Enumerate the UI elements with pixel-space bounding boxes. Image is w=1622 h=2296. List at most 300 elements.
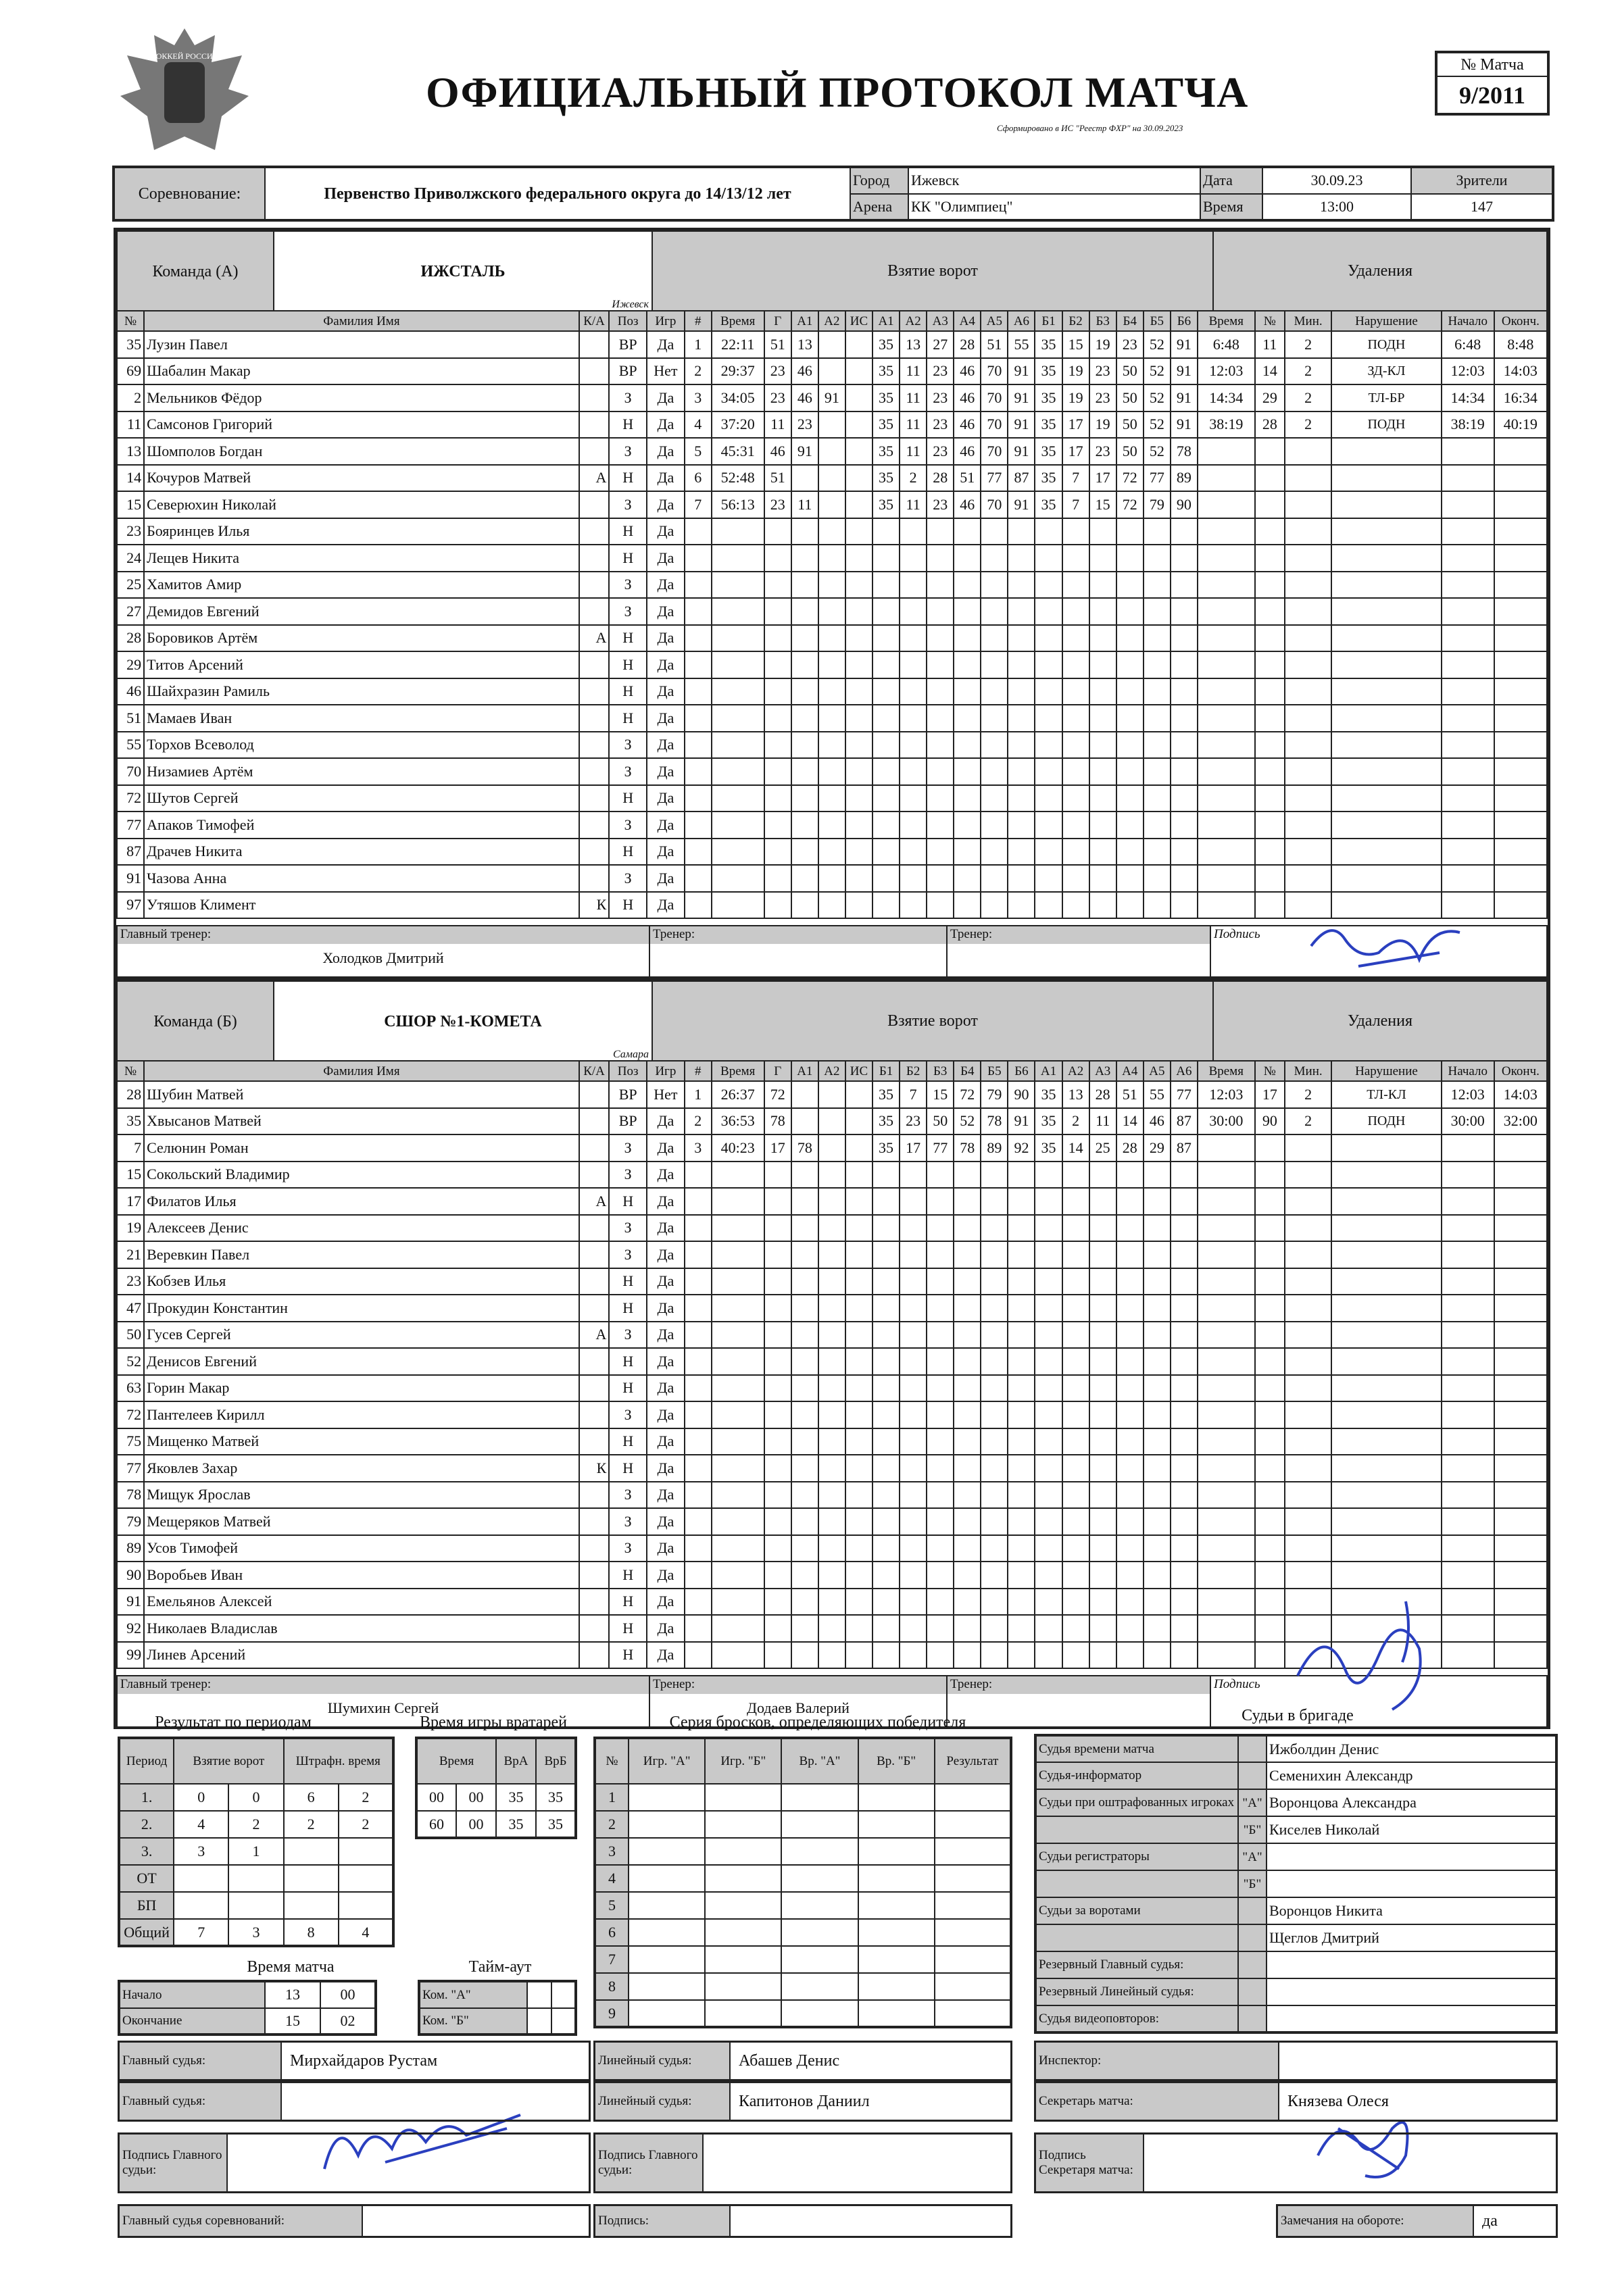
team_b-goal-cell: 78 [791,1134,818,1162]
official-name [1267,1978,1556,2005]
team_a-goal-cell [981,598,1008,625]
team_b-goal-cell [818,1188,845,1215]
main-referee-1-label: Главный судья: [120,2043,282,2079]
team_a-goal-cell [791,758,818,785]
team_a-goal-cell: 11 [791,491,818,518]
table-row [117,572,1547,599]
team_a-goal-cell [1089,572,1116,599]
team_b-goal-cell [1144,1508,1171,1535]
team_a-col-player-2: К/А [579,311,610,331]
team_a-goal-cell [900,572,927,599]
team_b-goal-cell [1035,1615,1062,1642]
team_b-pen-cell [1255,1348,1285,1375]
team_b-pen-cell [1255,1401,1285,1428]
team_a-player-ka [579,865,610,892]
team_b-goal-cell [900,1241,927,1268]
team_b-goal-cell [981,1162,1008,1189]
team_a-head-coach-label: Главный тренер: [118,926,649,944]
team_a-goal-cell [791,572,818,599]
team_b-player-name: Сокольский Владимир [144,1162,579,1189]
competition-label: Соревнование: [114,167,265,220]
team_a-goal-cell [1116,518,1144,545]
team_b-player-play: Да [647,1508,685,1535]
team_a-goal-cell: 50 [1116,411,1144,439]
team_a-goal-cell [1089,518,1116,545]
team_a-goal-cell [818,785,845,812]
team_b-goal-cell [685,1241,712,1268]
team_b-pen-cell [1494,1401,1547,1428]
team_b-goal-cell [764,1455,791,1482]
team_b-goal-cell [1089,1188,1116,1215]
team_b-player-play: Да [647,1375,685,1402]
team_a-player-play: Да [647,758,685,785]
team_a-player-num: 87 [117,839,144,866]
team_a-goal-cell: 91 [1171,358,1198,385]
team_b-goal-cell [927,1642,954,1669]
team_a-pen-cell: 40:19 [1494,411,1547,439]
team_a-pen-cell: 12:03 [1198,358,1255,385]
team_a-goal-cell [845,545,873,572]
team_a-goal-cell: 28 [927,465,954,492]
team_b-player-name: Емельянов Алексей [144,1589,579,1616]
table-row [117,1134,1547,1162]
team_b-pen-cell [1255,1642,1285,1669]
team_b-player-name: Прокудин Константин [144,1295,579,1322]
team_a-pen-cell [1198,465,1255,492]
team_b-goal-cell [927,1241,954,1268]
team_a-player-num: 28 [117,625,144,652]
team_a-player-name: Демидов Евгений [144,598,579,625]
team_b-pen-cell [1494,1215,1547,1242]
team_a-goal-cell [1062,705,1089,732]
team_b-player-num: 92 [117,1615,144,1642]
team_a-goal-cell [900,651,927,678]
team_b-col-goal-17: А6 [1171,1061,1198,1081]
team_a-goal-cell [927,865,954,892]
team_a-player-pos: З [609,384,647,411]
periods-cell: 1 [228,1838,283,1865]
team_b-goal-cell [764,1535,791,1562]
team_a-goal-cell: 35 [873,465,900,492]
team_a-goal-cell [981,839,1008,866]
team_b-goal-cell [873,1322,900,1349]
team_a-goal-cell [1144,812,1171,839]
team_b-goal-cell [1035,1215,1062,1242]
team_b-player-name: Шубин Матвей [144,1081,579,1108]
shootout-num: 5 [595,1892,629,1919]
team_a-goal-cell [845,839,873,866]
team_b-goal-cell [1116,1482,1144,1509]
team_b-pen-cell [1198,1241,1255,1268]
team_b-player-ka [579,1295,610,1322]
team_a-goal-cell [927,598,954,625]
team_a-goal-cell [954,651,981,678]
team_b-pen-cell [1494,1375,1547,1402]
team_b-pen-cell [1494,1268,1547,1295]
team_a-goal-cell: 46 [954,438,981,465]
team_a-goal-cell [845,331,873,358]
team_b-player-play: Да [647,1162,685,1189]
sig-main-referee-2-label: Подпись Главного судьи: [595,2135,704,2191]
team_a-goal-cell [1062,812,1089,839]
team_b-goal-cell [1171,1268,1198,1295]
timeout_b-value2 [551,2008,576,2035]
timeout_a-value2 [551,1981,576,2008]
team_a-goal-cell [764,625,791,652]
team_b-goal-cell [1035,1508,1062,1535]
periods-cell: 7 [174,1919,228,1946]
team_b-goal-cell [1062,1615,1089,1642]
team_a-pen-cell [1331,812,1442,839]
team_a-player-play: Да [647,839,685,866]
periods-cell: 2 [339,1811,393,1838]
team_b-player-ka [579,1428,610,1455]
team_a-goal-cell: 6 [685,465,712,492]
team_b-goal-cell [900,1215,927,1242]
team_b-player-ka [579,1268,610,1295]
shootout-cell [935,1784,1011,1811]
team_a-pen-cell [1255,465,1285,492]
team_b-goal-cell [1171,1615,1198,1642]
team_a-pen-cell: 29 [1255,384,1285,411]
team_b-player-name: Кобзев Илья [144,1268,579,1295]
team_a-goal-cell [900,732,927,759]
table-row [117,1535,1547,1562]
team_b-goal-cell: 14 [1116,1108,1144,1135]
team_a-pen-cell [1255,865,1285,892]
table-row [1035,1897,1556,1924]
team_b-player-ka [579,1162,610,1189]
official-role: Резервный Главный судья: [1035,1951,1238,1978]
team_b-goal-cell [873,1455,900,1482]
team_b-goal-cell [685,1589,712,1616]
table-row [119,1865,393,1892]
team_a-pen-cell [1285,758,1331,785]
team_b-goal-cell: 40:23 [712,1134,764,1162]
main-referee-1-value: Мирхайдаров Рустам [290,2051,438,2070]
team_b-goal-cell [764,1241,791,1268]
timeout_a-value [527,1981,551,2008]
team_a-goal-cell: 1 [685,331,712,358]
team_b-goal-cell [712,1241,764,1268]
team_a-goal-cell [981,518,1008,545]
team_a-goal-cell [1089,545,1116,572]
team_b-goal-cell: 35 [1035,1108,1062,1135]
table-row [117,1322,1547,1349]
team_a-goal-cell [954,572,981,599]
team_b-pen-cell [1198,1215,1255,1242]
team_a-goal-cell [927,625,954,652]
shootout-cell [705,1811,781,1838]
team_a-goal-cell [845,785,873,812]
shootout-head-0: № [595,1738,629,1784]
table-row [117,1508,1547,1535]
shootout-cell [781,1838,858,1865]
team_b-col-goal-7: Б2 [900,1061,927,1081]
team_a-player-num: 69 [117,358,144,385]
periods-cell [228,1865,283,1892]
team_a-goal-cell [1171,785,1198,812]
team_a-goal-cell [954,785,981,812]
team_b-goal-cell [900,1508,927,1535]
team_b-pen-cell [1285,1348,1331,1375]
team_a-goal-cell: 23 [927,411,954,439]
team_b-goal-cell [900,1348,927,1375]
table-row [595,1838,1011,1865]
team_a-pen-cell [1331,865,1442,892]
team_a-goal-cell [845,705,873,732]
team_a-player-num: 97 [117,892,144,919]
team_b-pen-cell [1285,1162,1331,1189]
team_b-goal-cell [1089,1642,1116,1669]
team_a-goal-cell [685,678,712,705]
team_b-goal-cell [1171,1508,1198,1535]
team_b-player-ka: А [579,1188,610,1215]
team_b-goal-cell [900,1482,927,1509]
team_b-goal-cell [1089,1455,1116,1482]
official-role [1035,1870,1238,1897]
team_b-col-pen-3: Нарушение [1331,1061,1442,1081]
team_a-goal-cell [900,892,927,919]
team_a-player-name: Шайхразин Рамиль [144,678,579,705]
team_b-pen-cell [1442,1535,1494,1562]
team_b-pen-cell [1198,1482,1255,1509]
table-row [117,545,1547,572]
team_a-pen-cell [1331,598,1442,625]
team_b-goal-cell [981,1375,1008,1402]
team_b-goal-cell [791,1589,818,1616]
team_b-player-num: 7 [117,1134,144,1162]
team_b-goal-cell [818,1401,845,1428]
team_a-goal-cell [712,732,764,759]
team_b-goal-cell [764,1589,791,1616]
team_a-player-name: Хамитов Амир [144,572,579,599]
team_a-player-pos: ВР [609,331,647,358]
team_b-goal-cell: 79 [981,1081,1008,1108]
team_b-player-num: 19 [117,1215,144,1242]
periods-cell: 6 [284,1784,339,1811]
team_b-goal-cell [981,1268,1008,1295]
team_a-player-num: 70 [117,758,144,785]
team_b-goal-cell [873,1615,900,1642]
team_b-goal-cell: 35 [873,1134,900,1162]
team_b-player-play: Да [647,1455,685,1482]
team_b-goal-cell [900,1455,927,1482]
periods-cell: 2 [228,1811,283,1838]
team_a-goal-cell: 7 [685,491,712,518]
team_b-goal-cell [712,1322,764,1349]
periods-cell [339,1865,393,1892]
team_b-player-play: Да [647,1482,685,1509]
team_b-pen-cell [1494,1615,1547,1642]
team_a-pen-cell [1198,545,1255,572]
team_a-goal-cell [818,651,845,678]
team_a-player-name: Низамиев Артём [144,758,579,785]
team_a-player-name: Северюхин Николай [144,491,579,518]
team_b-goal-cell [845,1241,873,1268]
team_a-goal-cell: 50 [1116,384,1144,411]
team_a-goal-cell: 37:20 [712,411,764,439]
team_a-col-goal-6: А1 [873,311,900,331]
team_b-goal-cell [981,1615,1008,1642]
team_b-goal-cell [1035,1401,1062,1428]
team_b-goal-cell [1171,1162,1198,1189]
team_b-goal-cell [1116,1615,1144,1642]
team_b-pen-cell [1198,1268,1255,1295]
team_a-goal-cell: 79 [1144,491,1171,518]
team_a-goal-cell: 15 [1089,491,1116,518]
team_b-goal-cell [685,1562,712,1589]
team_b-goal-cell [791,1162,818,1189]
team_a-goal-cell [764,598,791,625]
team_b-col-goal-15: А4 [1116,1061,1144,1081]
team_a-goal-cell [764,812,791,839]
team_a-player-ka [579,331,610,358]
team_a-goal-cell [1035,678,1062,705]
shootout-cell [705,1946,781,1973]
team_b-goal-cell [873,1535,900,1562]
team_b-goal-cell [954,1401,981,1428]
team_b-goal-cell [981,1428,1008,1455]
official-name: Воронцов Никита [1267,1897,1556,1924]
table-row [416,1784,576,1811]
team_b-goal-cell [1089,1401,1116,1428]
team_b-goal-cell [764,1508,791,1535]
team_b-pen-cell [1331,1295,1442,1322]
team_b-pen-cell [1285,1455,1331,1482]
team_a-goal-cell: 46 [954,358,981,385]
team_b-goal-cell [791,1348,818,1375]
gk-head-a: ВрА [496,1738,536,1784]
team_b-goal-cell [818,1241,845,1268]
team_b-goal-cell [981,1562,1008,1589]
periods-cell: 0 [174,1784,228,1811]
periods-cell-label: Общий [119,1919,174,1946]
team_a-goal-cell [764,732,791,759]
team_a-goal-cell: 52 [1144,384,1171,411]
team_b-pen-cell [1198,1535,1255,1562]
team_a-goal-cell [954,705,981,732]
team_b-goal-cell [1089,1268,1116,1295]
team_a-pen-cell [1198,812,1255,839]
team_a-goal-cell [685,839,712,866]
team_a-pen-cell [1442,865,1494,892]
team_b-goal-cell [954,1295,981,1322]
team_b-goal-cell [712,1589,764,1616]
team_b-goal-cell [1116,1188,1144,1215]
periods-cell: 4 [339,1919,393,1946]
team_b-goal-cell: 89 [981,1134,1008,1162]
team_b-goal-cell: 13 [1062,1081,1089,1108]
shootout-cell [858,1811,935,1838]
team_b-pen-cell: 17 [1255,1081,1285,1108]
team_b-pen-cell [1285,1375,1331,1402]
team_b-goal-cell [845,1295,873,1322]
team_a-player-pos: З [609,572,647,599]
team_b-pen-cell: ТЛ-КЛ [1331,1081,1442,1108]
table-row [117,758,1547,785]
team_a-goal-cell [1144,572,1171,599]
official-name: Киселев Николай [1267,1816,1556,1843]
team_a-goal-cell: 35 [1035,411,1062,439]
team_a-title-table [116,230,653,313]
team_b-goal-cell [712,1535,764,1562]
team_b-goal-cell: 17 [764,1134,791,1162]
team_a-goal-cell [900,705,927,732]
team_a-pen-cell: ПОДН [1331,331,1442,358]
team_a-goal-cell [1171,678,1198,705]
signature-coach-a [1304,912,1473,980]
team_b-goal-cell [1008,1322,1035,1349]
team_b-player-ka [579,1241,610,1268]
team_a-player-num: 14 [117,465,144,492]
team_b-player-name: Воробьев Иван [144,1562,579,1589]
team_a-goal-cell [1035,865,1062,892]
team_b-player-num: 75 [117,1428,144,1455]
team_a-pen-cell: 14:34 [1198,384,1255,411]
team_a-goal-cell [791,465,818,492]
team_a-goal-cell: 91 [1008,358,1035,385]
team_b-pen-cell [1255,1215,1285,1242]
team_a-pen-cell [1331,705,1442,732]
team_b-goal-cell: 11 [1089,1108,1116,1135]
team_a-goal-cell [791,651,818,678]
team_b-goal-cell [818,1428,845,1455]
team_b-player-name: Алексеев Денис [144,1215,579,1242]
team_a-player-play: Да [647,411,685,439]
team_a-pen-cell [1285,545,1331,572]
team_b-goal-cell [873,1215,900,1242]
team_a-goal-cell: 19 [1089,331,1116,358]
team_b-player-pos: Н [609,1455,647,1482]
team_a-player-pos: З [609,865,647,892]
team_a-goal-cell [1008,678,1035,705]
linesman-1 [593,2041,1012,2081]
team_b-pen-cell [1331,1482,1442,1509]
team_a-goal-cell [764,572,791,599]
shootout-cell [858,1892,935,1919]
official-name: Семенихин Александр [1267,1762,1556,1789]
periods-head-goals: Взятие ворот [174,1738,283,1784]
periods-cell-label: БП [119,1892,174,1919]
team_b-goal-cell [927,1162,954,1189]
team_b-goal-cell [1144,1268,1171,1295]
remarks [1276,2204,1558,2238]
team_b-player-num: 17 [117,1188,144,1215]
team_b-pen-cell [1198,1455,1255,1482]
team_b-goal-cell [764,1562,791,1589]
team_b-player-ka: А [579,1322,610,1349]
official-name [1267,1843,1556,1870]
team_b-goal-cell [1035,1268,1062,1295]
team_a-goal-cell: 55 [1008,331,1035,358]
team_b-title-table [116,980,653,1063]
team_b-pen-cell [1255,1428,1285,1455]
team_b-player-pos: ВР [609,1108,647,1135]
team_b-goal-cell [845,1562,873,1589]
date-label: Дата [1200,167,1262,194]
team_b-goal-cell [845,1215,873,1242]
team_a-pen-cell [1442,572,1494,599]
team_a-goal-cell [1171,651,1198,678]
team_a-goal-cell: 91 [1171,331,1198,358]
team_b-goal-cell [685,1482,712,1509]
team_b-goal-cell [845,1401,873,1428]
team_b-goal-cell [1008,1508,1035,1535]
team_a-goal-cell [712,625,764,652]
team_b-goal-cell [791,1428,818,1455]
team_b-goal-cell [1008,1162,1035,1189]
